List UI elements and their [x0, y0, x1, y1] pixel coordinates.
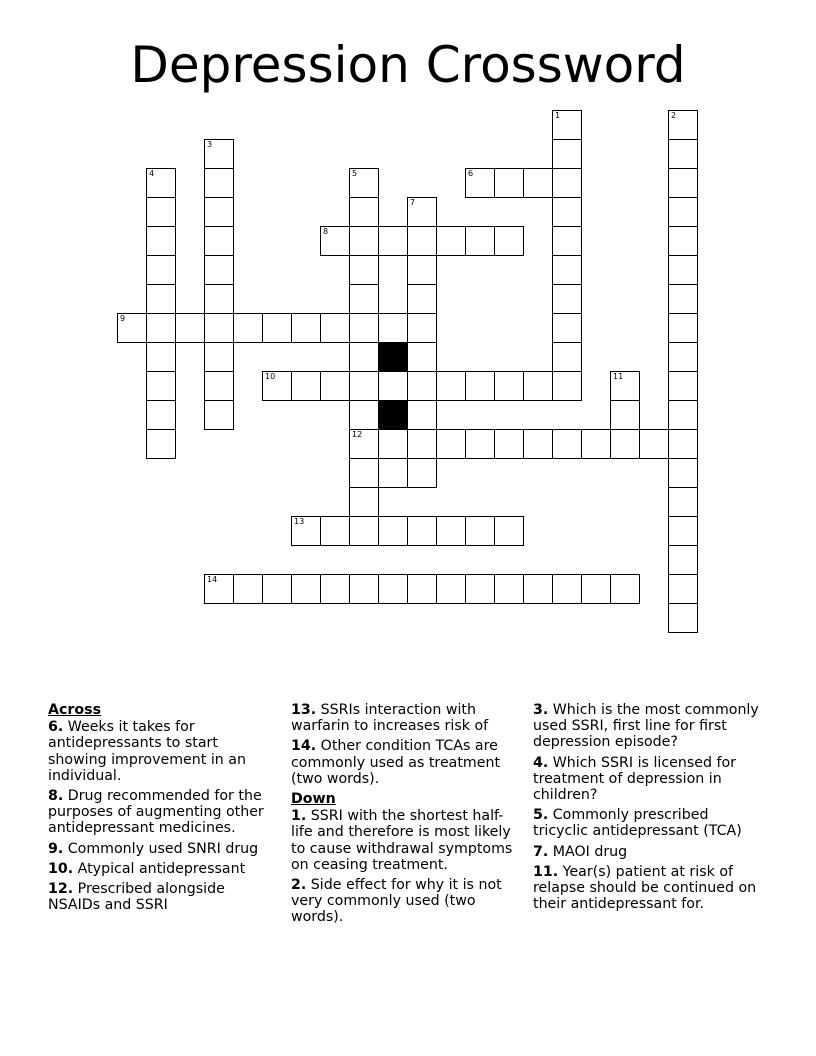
clue-item	[48, 788, 280, 837]
grid-cell[interactable]	[291, 574, 321, 604]
grid-cell[interactable]	[349, 400, 379, 430]
clue-number: 13	[294, 517, 305, 526]
grid-cell[interactable]	[436, 574, 466, 604]
clue-item-text: Drug recommended for the purposes of augmenting other antidepressant medicines.	[48, 788, 264, 837]
clue-item-text: Side effect for why it is not very commonly used (two words).	[291, 877, 502, 926]
grid-cell[interactable]	[668, 110, 698, 140]
grid-cell[interactable]	[668, 342, 698, 372]
grid-cell[interactable]	[175, 313, 205, 343]
grid-cell[interactable]	[233, 313, 263, 343]
clue-item-number: 3.	[533, 702, 549, 718]
clue-item-text: SSRIs interaction with warfarin to increases risk of	[291, 702, 489, 735]
clue-item	[291, 702, 523, 734]
clue-number: 7	[410, 198, 416, 207]
grid-cell[interactable]	[204, 313, 234, 343]
grid-cell[interactable]	[668, 400, 698, 430]
grid-cell[interactable]	[668, 429, 698, 459]
grid-cell[interactable]	[610, 400, 640, 430]
grid-cell[interactable]	[668, 574, 698, 604]
grid-cell[interactable]	[552, 574, 582, 604]
clue-item-number: 1.	[291, 808, 307, 825]
grid-cell[interactable]	[465, 429, 495, 459]
clue-item-text: Weeks it takes for antidepressants to start showing improvement in an individual.	[48, 719, 246, 784]
grid-cell[interactable]	[291, 371, 321, 401]
grid-cell[interactable]	[552, 110, 582, 140]
grid-cell[interactable]	[668, 139, 698, 169]
grid-cell[interactable]	[552, 255, 582, 285]
grid-cell[interactable]	[146, 429, 176, 459]
grid-cell[interactable]	[320, 516, 350, 546]
grid-cell[interactable]	[407, 400, 437, 430]
grid-cell[interactable]	[349, 487, 379, 517]
grid-cell[interactable]	[436, 429, 466, 459]
clue-item-text: Year(s) patient at risk of relapse should be continued on their antidepressant for.	[533, 863, 757, 913]
grid-cell[interactable]	[146, 400, 176, 430]
grid-cell[interactable]	[320, 313, 350, 343]
grid-cell[interactable]	[523, 429, 553, 459]
grid-cell[interactable]	[465, 371, 495, 401]
clue-item	[533, 755, 765, 804]
grid-cell[interactable]	[117, 313, 147, 343]
grid-cell[interactable]	[668, 487, 698, 517]
grid-cell[interactable]	[552, 313, 582, 343]
grid-cell[interactable]	[146, 313, 176, 343]
clue-item-number: 8.	[48, 788, 64, 805]
grid-cell[interactable]	[204, 400, 234, 430]
clue-item-number: 5.	[533, 807, 549, 824]
grid-cell[interactable]	[552, 139, 582, 169]
clue-number: 8	[323, 227, 329, 236]
grid-cell[interactable]	[436, 516, 466, 546]
grid-cell[interactable]	[668, 284, 698, 314]
clue-item-text: MAOI drug	[548, 843, 628, 860]
clue-item-number: 7.	[533, 843, 549, 860]
grid-cell[interactable]	[552, 284, 582, 314]
grid-cell[interactable]	[552, 371, 582, 401]
clue-number: 1	[555, 111, 561, 120]
grid-cell[interactable]	[610, 429, 640, 459]
grid-cell[interactable]	[349, 429, 379, 459]
clue-item	[48, 861, 280, 877]
grid-cell[interactable]	[494, 516, 524, 546]
clues-column-1	[48, 702, 280, 917]
grid-cell[interactable]	[407, 458, 437, 488]
grid-cell[interactable]	[465, 516, 495, 546]
grid-cell[interactable]	[668, 603, 698, 633]
grid-cell[interactable]	[407, 429, 437, 459]
clue-item-number: 9.	[48, 840, 64, 857]
grid-cell[interactable]	[407, 371, 437, 401]
clue-number: 5	[352, 169, 358, 178]
clue-number: 3	[207, 140, 213, 149]
grid-cell[interactable]	[407, 342, 437, 372]
grid-cell[interactable]	[320, 574, 350, 604]
grid-cell[interactable]	[262, 313, 292, 343]
grid-cell[interactable]	[407, 284, 437, 314]
grid-cell[interactable]	[407, 197, 437, 227]
grid-cell[interactable]	[407, 226, 437, 256]
clue-number: 10	[265, 372, 276, 381]
clue-item-number: 11.	[533, 863, 559, 880]
grid-cell[interactable]	[378, 313, 408, 343]
clue-item-number: 10.	[48, 860, 74, 877]
clue-item-text: SSRI with the shortest half-life and therefore is most likely to cause withdrawal symptoms on ceasing treatment.	[291, 808, 513, 873]
across-clue-list-continued	[291, 702, 523, 787]
grid-cell[interactable]	[204, 226, 234, 256]
grid-cell[interactable]	[610, 574, 640, 604]
grid-cell[interactable]	[378, 458, 408, 488]
grid-cell[interactable]	[581, 429, 611, 459]
grid-cell[interactable]	[349, 342, 379, 372]
grid-cell[interactable]	[349, 168, 379, 198]
grid-cell[interactable]	[378, 574, 408, 604]
clue-item-text: Commonly prescribed tricyclic antidepressant (TCA)	[533, 807, 742, 840]
clue-number: 14	[207, 575, 218, 584]
grid-cell[interactable]	[552, 342, 582, 372]
grid-cell[interactable]	[146, 226, 176, 256]
grid-cell[interactable]	[349, 516, 379, 546]
grid-cell[interactable]	[407, 313, 437, 343]
grid-cell[interactable]	[146, 168, 176, 198]
clues-column-3	[533, 702, 765, 916]
grid-cell[interactable]	[465, 226, 495, 256]
grid-cell[interactable]	[349, 284, 379, 314]
grid-cell[interactable]	[349, 197, 379, 227]
clues-column-2	[291, 702, 523, 930]
grid-cell[interactable]	[610, 371, 640, 401]
down-clue-list	[291, 808, 523, 925]
clue-number: 11	[613, 372, 624, 381]
grid-cell[interactable]	[349, 255, 379, 285]
grid-cell[interactable]	[146, 371, 176, 401]
grid-cell[interactable]	[465, 574, 495, 604]
clue-item-text: Prescribed alongside NSAIDs and SSRI	[48, 881, 225, 914]
clue-item-text: Which is the most commonly used SSRI, first line for first depression episode?	[533, 702, 759, 751]
grid-block	[378, 400, 408, 430]
grid-cell[interactable]	[349, 458, 379, 488]
across-clue-list	[48, 719, 280, 913]
grid-cell[interactable]	[378, 429, 408, 459]
grid-cell[interactable]	[668, 516, 698, 546]
grid-cell[interactable]	[668, 197, 698, 227]
clue-item-text: Which SSRI is licensed for treatment of depression in children?	[533, 754, 736, 804]
grid-cell[interactable]	[291, 516, 321, 546]
grid-cell[interactable]	[291, 313, 321, 343]
grid-cell[interactable]	[552, 197, 582, 227]
clue-item	[48, 841, 280, 857]
clue-number: 4	[149, 169, 155, 178]
clue-item	[48, 881, 280, 913]
grid-cell[interactable]	[320, 226, 350, 256]
grid-cell[interactable]	[204, 255, 234, 285]
grid-cell[interactable]	[204, 342, 234, 372]
clue-number: 9	[120, 314, 126, 323]
grid-cell[interactable]	[494, 429, 524, 459]
grid-cell[interactable]	[668, 313, 698, 343]
grid-cell[interactable]	[639, 429, 669, 459]
clue-item-text: Other condition TCAs are commonly used as treatment (two words).	[291, 738, 501, 787]
grid-cell[interactable]	[378, 516, 408, 546]
grid-cell[interactable]	[407, 255, 437, 285]
across-heading: Across	[48, 702, 102, 718]
clue-item-number: 2.	[291, 877, 307, 894]
grid-cell[interactable]	[262, 371, 292, 401]
grid-cell[interactable]	[581, 574, 611, 604]
grid-cell[interactable]	[204, 284, 234, 314]
grid-cell[interactable]	[204, 168, 234, 198]
grid-cell[interactable]	[349, 313, 379, 343]
grid-cell[interactable]	[494, 371, 524, 401]
clue-item	[291, 808, 523, 873]
grid-cell[interactable]	[668, 255, 698, 285]
grid-cell[interactable]	[436, 226, 466, 256]
grid-cell[interactable]	[146, 284, 176, 314]
down-clue-list-continued	[533, 702, 765, 912]
down-heading: Down	[291, 791, 336, 808]
clue-item	[533, 844, 765, 860]
clue-number: 12	[352, 430, 363, 439]
grid-cell[interactable]	[523, 168, 553, 198]
grid-cell[interactable]	[523, 574, 553, 604]
grid-cell[interactable]	[204, 574, 234, 604]
clue-item	[291, 738, 523, 787]
grid-cell[interactable]	[494, 226, 524, 256]
grid-cell[interactable]	[233, 574, 263, 604]
clue-number: 2	[671, 111, 677, 120]
clue-item	[291, 877, 523, 926]
grid-cell[interactable]	[204, 371, 234, 401]
grid-cell[interactable]	[465, 168, 495, 198]
grid-cell[interactable]	[204, 197, 234, 227]
clue-number: 6	[468, 169, 474, 178]
grid-cell[interactable]	[146, 255, 176, 285]
grid-cell[interactable]	[320, 371, 350, 401]
grid-cell[interactable]	[552, 168, 582, 198]
grid-cell[interactable]	[146, 342, 176, 372]
grid-cell[interactable]	[494, 168, 524, 198]
clue-item-number: 4.	[533, 754, 549, 771]
grid-cell[interactable]	[668, 458, 698, 488]
grid-cell[interactable]	[494, 574, 524, 604]
grid-cell[interactable]	[552, 226, 582, 256]
grid-block	[378, 342, 408, 372]
clue-item-text: Atypical antidepressant	[73, 860, 246, 877]
clue-item	[48, 719, 280, 784]
grid-cell[interactable]	[349, 574, 379, 604]
clue-item	[533, 702, 765, 751]
grid-cell[interactable]	[668, 371, 698, 401]
clue-item-text: Commonly used SNRI drug	[63, 840, 259, 857]
grid-cell[interactable]	[146, 197, 176, 227]
clue-item-number: 14.	[291, 738, 317, 755]
clue-item-number: 13.	[291, 702, 317, 718]
clue-item-number: 12.	[48, 881, 74, 898]
grid-cell[interactable]	[436, 371, 466, 401]
grid-cell[interactable]	[378, 371, 408, 401]
grid-cell[interactable]	[552, 429, 582, 459]
grid-cell[interactable]	[407, 574, 437, 604]
grid-cell[interactable]	[523, 371, 553, 401]
page-title: Depression Crossword	[130, 36, 686, 94]
grid-cell[interactable]	[378, 226, 408, 256]
grid-cell[interactable]	[668, 226, 698, 256]
clue-item	[533, 864, 765, 913]
grid-cell[interactable]	[668, 168, 698, 198]
grid-cell[interactable]	[407, 516, 437, 546]
grid-cell[interactable]	[349, 371, 379, 401]
grid-cell[interactable]	[204, 139, 234, 169]
grid-cell[interactable]	[668, 545, 698, 575]
clue-item	[533, 807, 765, 839]
clue-item-number: 6.	[48, 719, 64, 736]
grid-cell[interactable]	[262, 574, 292, 604]
grid-cell[interactable]	[349, 226, 379, 256]
